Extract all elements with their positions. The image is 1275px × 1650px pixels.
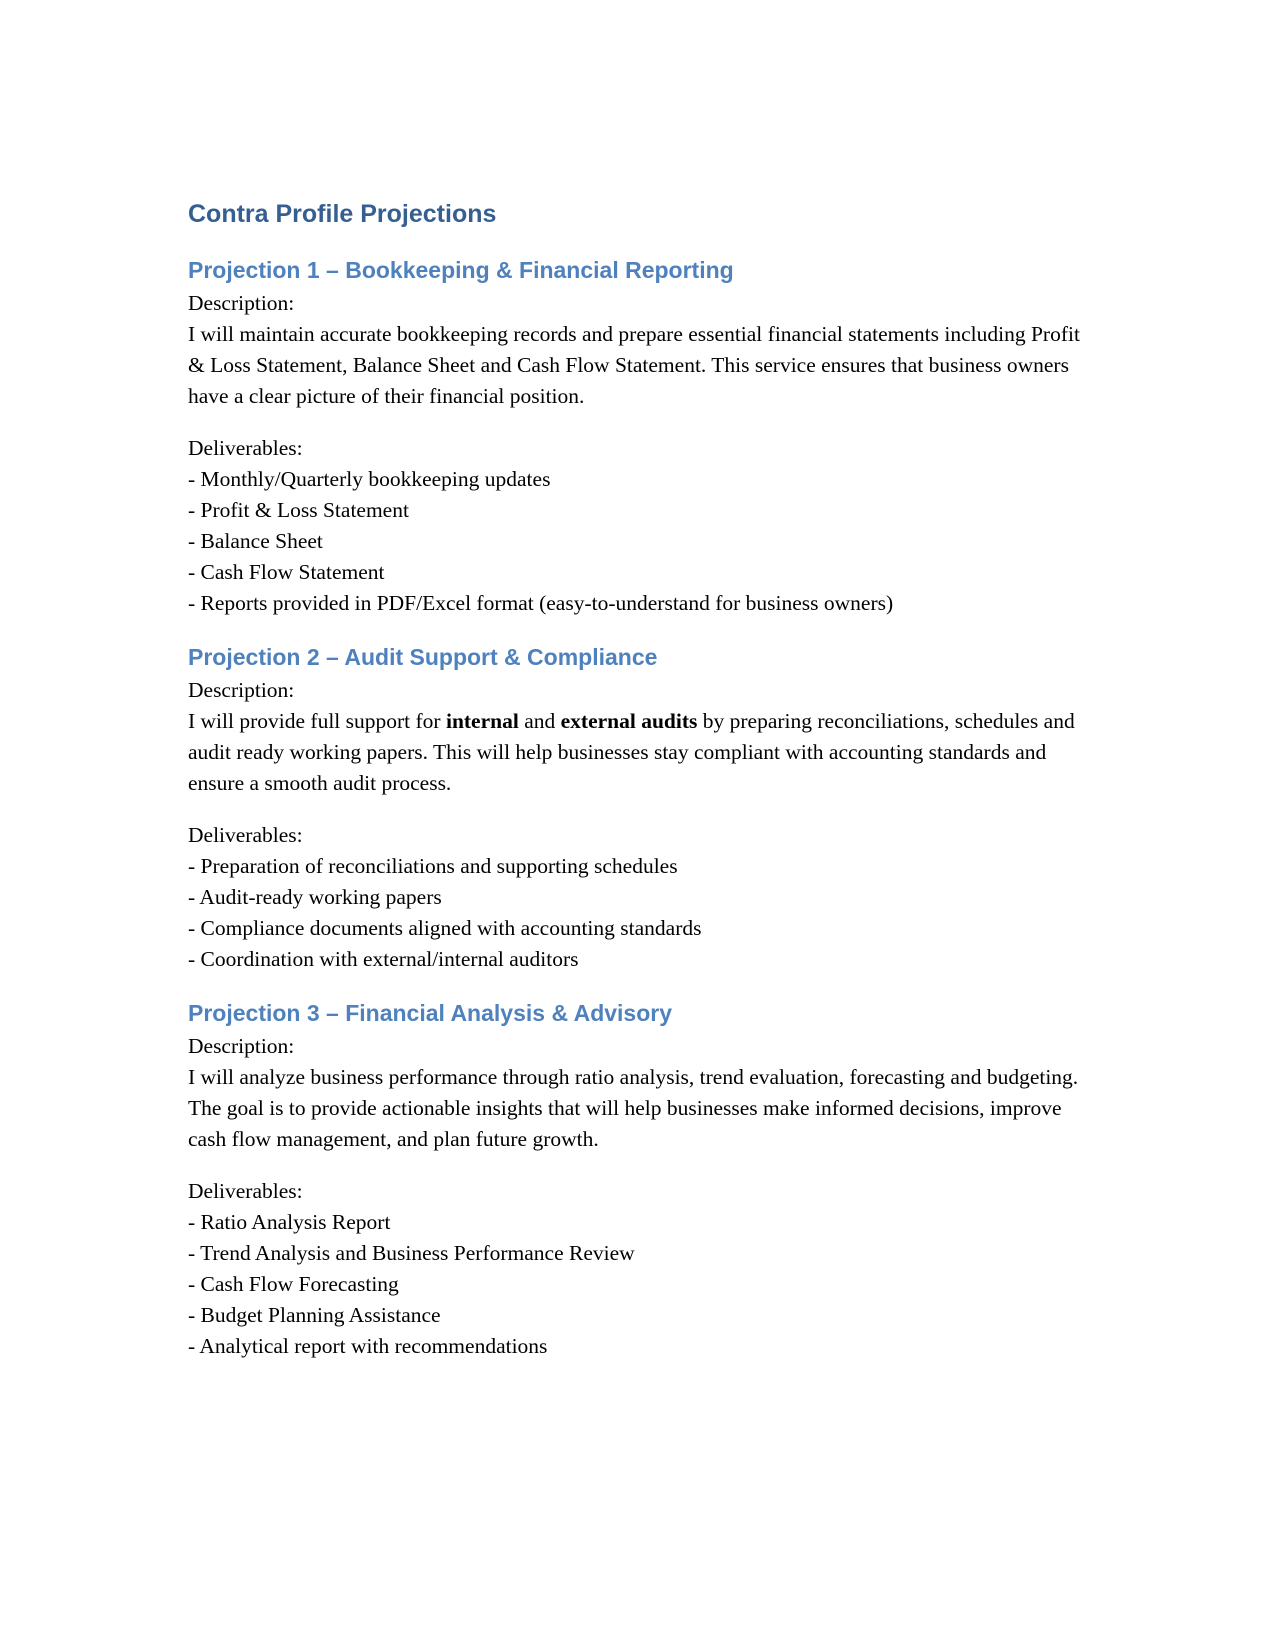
description-text: I will maintain accurate bookkeeping records and prepare essential financial statements including Profit & Loss Statement, Balance Sheet and Cash Flow Statement. This service ensures that business owners have a clear picture of their financial position.	[188, 322, 1080, 408]
list-item: - Coordination with external/internal auditors	[188, 947, 579, 971]
description-label: Description:	[188, 678, 295, 702]
list-item: - Analytical report with recommendations	[188, 1334, 548, 1358]
section-heading: Projection 2 – Audit Support & Compliance	[188, 644, 658, 670]
list-item: - Preparation of reconciliations and supporting schedules	[188, 854, 678, 878]
deliverables-label: Deliverables:	[188, 436, 303, 460]
deliverables-block	[188, 433, 1088, 619]
list-item: - Audit-ready working papers	[188, 885, 442, 909]
projection-section-3	[188, 997, 1088, 1362]
document-title: Contra Profile Projections	[188, 200, 497, 228]
deliverables-list	[188, 851, 1088, 975]
description-label: Description:	[188, 1034, 295, 1058]
list-item: - Ratio Analysis Report	[188, 1210, 391, 1234]
document-page	[188, 198, 1088, 1362]
projection-section-2	[188, 641, 1088, 975]
section-heading: Projection 1 – Bookkeeping & Financial Reporting	[188, 257, 734, 283]
deliverables-list	[188, 464, 1088, 619]
deliverables-block	[188, 1176, 1088, 1362]
description-block	[188, 675, 1088, 799]
deliverables-block	[188, 820, 1088, 975]
list-item: - Budget Planning Assistance	[188, 1303, 441, 1327]
list-item: - Cash Flow Statement	[188, 560, 385, 584]
deliverables-list	[188, 1207, 1088, 1362]
description-text-part: by preparing reconciliations, schedules and audit ready working papers. This will help businesses stay compliant with accounting standards and ensure a smooth audit process.	[188, 709, 1075, 795]
bold-term-internal: internal	[445, 709, 519, 733]
description-text-part: I will provide full support for	[188, 709, 446, 733]
projection-section-1	[188, 254, 1088, 619]
section-heading: Projection 3 – Financial Analysis & Advisory	[188, 1000, 673, 1026]
description-text	[188, 706, 1088, 799]
list-item: - Reports provided in PDF/Excel format (easy-to-understand for business owners)	[188, 591, 894, 615]
description-text-part: and	[518, 709, 561, 733]
list-item: - Balance Sheet	[188, 529, 323, 553]
list-item: - Cash Flow Forecasting	[188, 1272, 399, 1296]
list-item: - Monthly/Quarterly bookkeeping updates	[188, 467, 551, 491]
deliverables-label: Deliverables:	[188, 1179, 303, 1203]
description-text: I will analyze business performance through ratio analysis, trend evaluation, forecasting and budgeting. The goal is to provide actionable insights that will help businesses make informed decisions, improve cash flow management, and plan future growth.	[188, 1065, 1079, 1151]
list-item: - Compliance documents aligned with accounting standards	[188, 916, 702, 940]
description-block	[188, 1031, 1088, 1155]
deliverables-label: Deliverables:	[188, 823, 303, 847]
list-item: - Trend Analysis and Business Performance Review	[188, 1241, 635, 1265]
description-block	[188, 288, 1088, 412]
description-label: Description:	[188, 291, 295, 315]
list-item: - Profit & Loss Statement	[188, 498, 409, 522]
bold-term-external-audits: external audits	[560, 709, 698, 733]
